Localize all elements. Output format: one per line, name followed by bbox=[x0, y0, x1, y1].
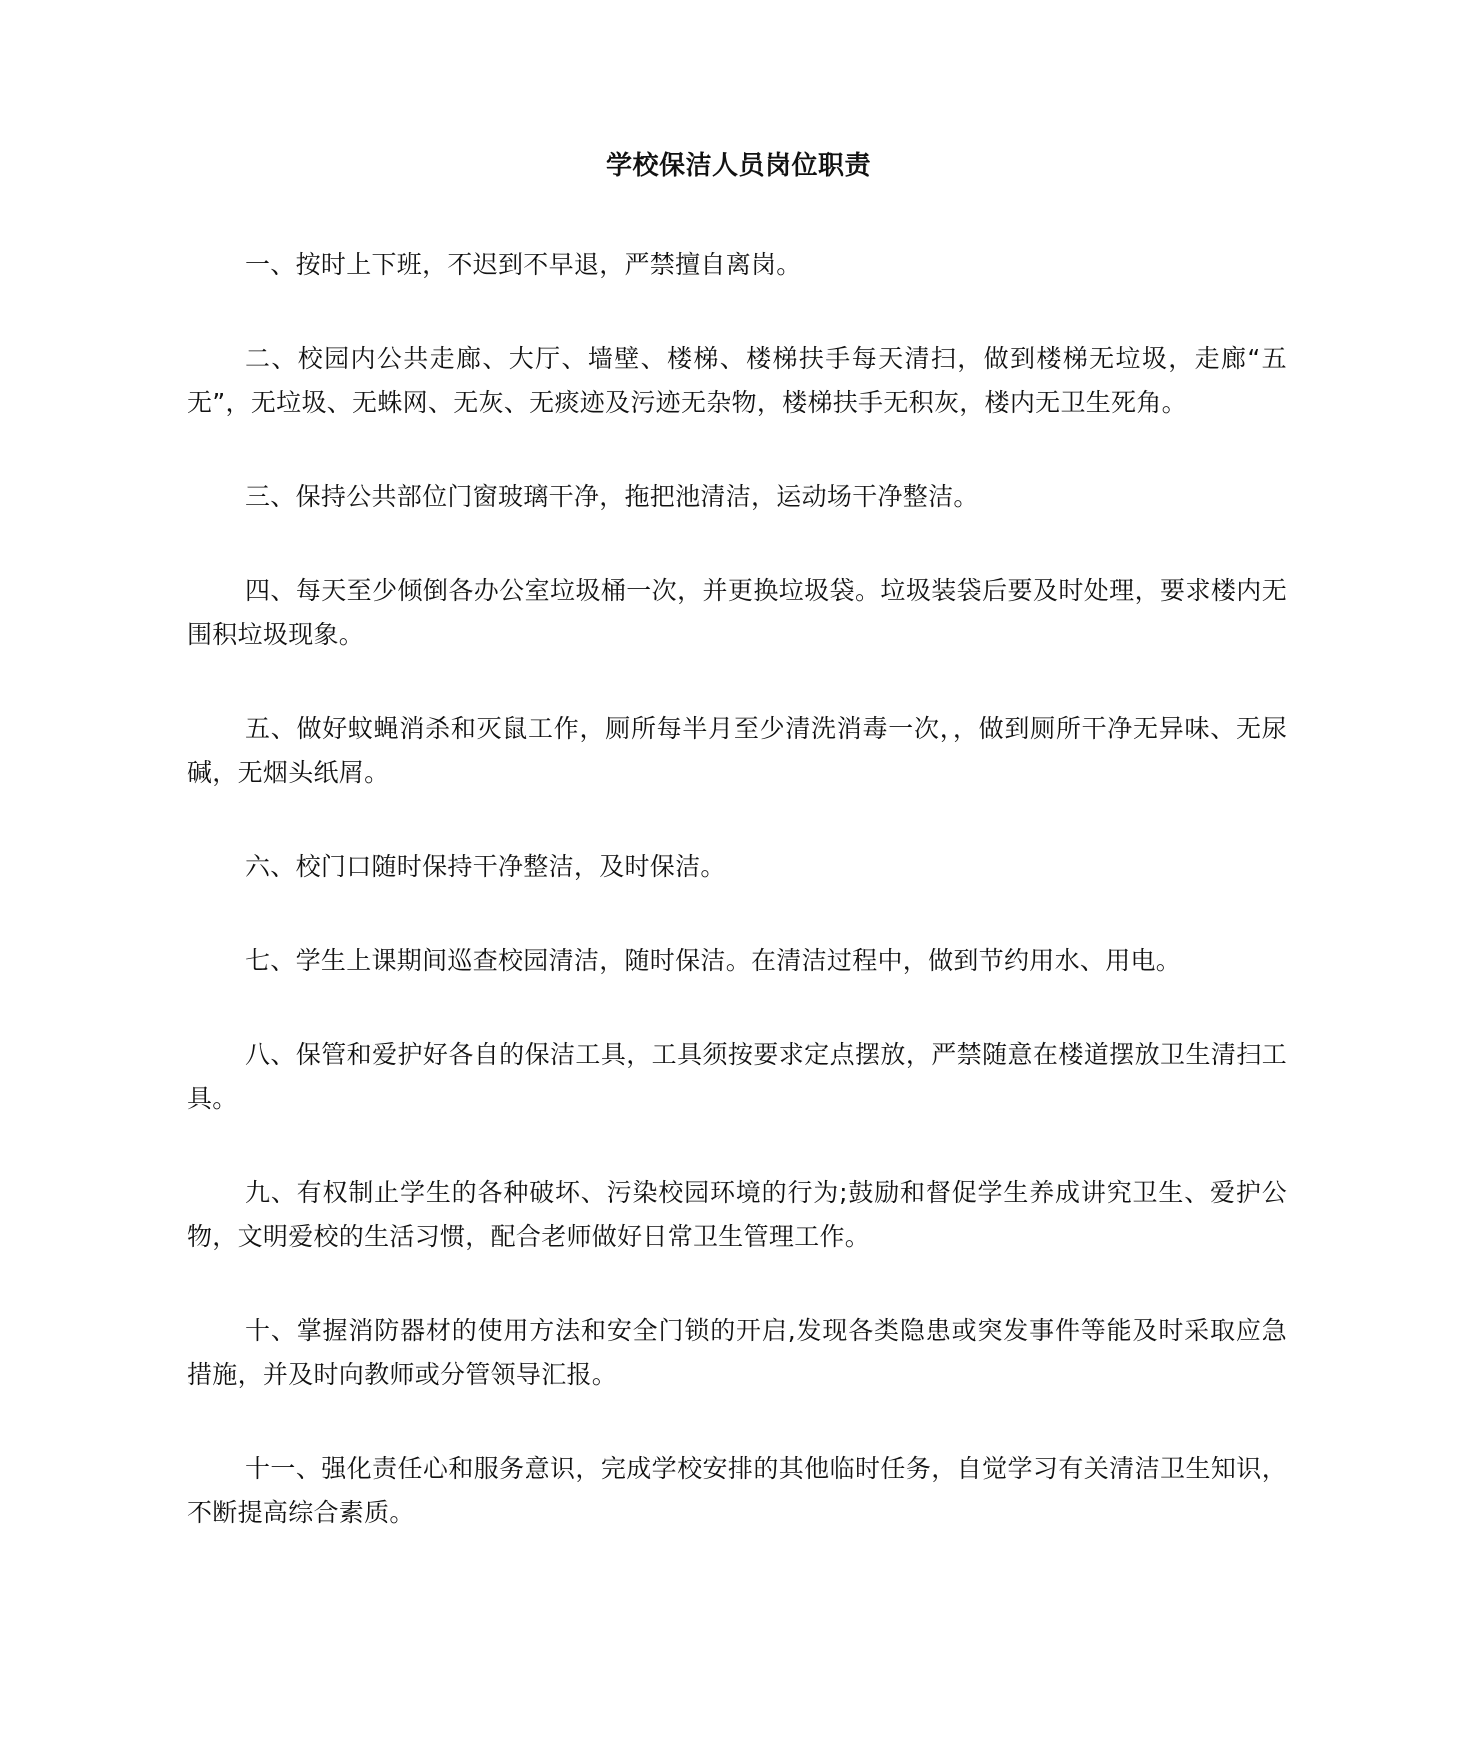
duty-item-7: 七、学生上课期间巡查校园清洁，随时保洁。在清洁过程中，做到节约用水、用电。 bbox=[245, 946, 1182, 975]
duty-item-5: 五、做好蚊蝇消杀和灭鼠工作，厕所每半月至少清洗消毒一次，，做到厕所干净无异味、无尿碱，无烟头纸屑。 bbox=[187, 714, 1287, 787]
duty-item-9: 九、有权制止学生的各种破坏、污染校园环境的行为;鼓励和督促学生养成讲究卫生、爱护公物，文明爱校的生活习惯，配合老师做好日常卫生管理工作。 bbox=[187, 1178, 1287, 1251]
duty-item-4: 四、每天至少倾倒各办公室垃圾桶一次，并更换垃圾袋。垃圾装袋后要及时处理，要求楼内无围积垃圾现象。 bbox=[187, 576, 1287, 649]
duty-item-2: 二、校园内公共走廊、大厅、墙壁、楼梯、楼梯扶手每天清扫，做到楼梯无垃圾，走廊“五无”，无垃圾、无蛛网、无灰、无痰迹及污迹无杂物，楼梯扶手无积灰，楼内无卫生死角。 bbox=[187, 344, 1287, 417]
document-title: 学校保洁人员岗位职责 bbox=[605, 151, 871, 181]
duty-item-10: 十、掌握消防器材的使用方法和安全门锁的开启,发现各类隐患或突发事件等能及时采取应急措施，并及时向教师或分管领导汇报。 bbox=[187, 1316, 1287, 1389]
duty-item-1: 一、按时上下班，不迟到不早退，严禁擅自离岗。 bbox=[245, 250, 802, 279]
duty-item-3: 三、保持公共部位门窗玻璃干净，拖把池清洁，运动场干净整洁。 bbox=[245, 482, 979, 511]
document-body bbox=[187, 243, 1287, 1585]
duty-item-11: 十一、强化责任心和服务意识，完成学校安排的其他临时任务，自觉学习有关清洁卫生知识，不断提高综合素质。 bbox=[187, 1454, 1287, 1527]
duty-item-6: 六、校门口随时保持干净整洁，及时保洁。 bbox=[245, 852, 726, 881]
duty-item-8: 八、保管和爱护好各自的保洁工具，工具须按要求定点摆放，严禁随意在楼道摆放卫生清扫工具。 bbox=[187, 1040, 1287, 1113]
